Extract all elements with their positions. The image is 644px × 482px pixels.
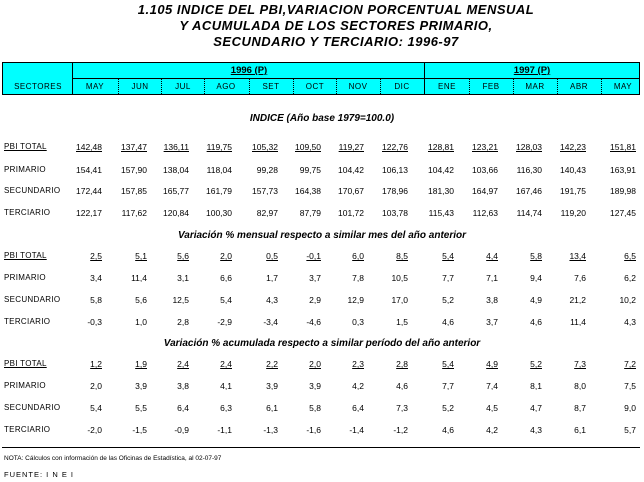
table-cell: 2,4 <box>177 359 189 369</box>
table-cell: 161,79 <box>206 186 232 196</box>
sectores-header-label: SECTORES <box>14 82 62 91</box>
table-cell: 13,4 <box>569 251 586 261</box>
table-cell: 10,5 <box>391 273 408 283</box>
table-cell: 116,30 <box>516 165 542 175</box>
table-cell: 3,9 <box>135 381 147 391</box>
table-header <box>2 62 640 95</box>
row-label: SECUNDARIO <box>4 295 61 304</box>
table-cell: 3,8 <box>486 295 498 305</box>
table-cell: 8,5 <box>396 251 408 261</box>
table-cell: 4,3 <box>624 317 636 327</box>
table-cell: 5,4 <box>442 359 454 369</box>
table-cell: 87,79 <box>299 208 321 218</box>
table-cell: 7,5 <box>624 381 636 391</box>
table-cell: 154,41 <box>76 165 102 175</box>
month-header-3: AGO <box>216 82 236 91</box>
table-cell: 4,6 <box>530 317 542 327</box>
table-cell: 5,8 <box>309 403 321 413</box>
table-cell: 6,0 <box>352 251 364 261</box>
table-cell: 4,7 <box>530 403 542 413</box>
table-cell: 142,23 <box>560 142 586 152</box>
table-cell: 140,43 <box>560 165 586 175</box>
table-cell: 157,90 <box>121 165 147 175</box>
table-cell: 0,3 <box>352 317 364 327</box>
table-cell: 7,3 <box>574 359 586 369</box>
year-1996-header <box>73 63 425 79</box>
table-cell: 165,77 <box>163 186 189 196</box>
table-cell: 7,2 <box>624 359 636 369</box>
table-cell: 1,5 <box>396 317 408 327</box>
table-cell: 4,1 <box>220 381 232 391</box>
month-header-11: ABR <box>570 82 588 91</box>
table-cell: 3,9 <box>309 381 321 391</box>
table-cell: 5,4 <box>90 403 102 413</box>
table-cell: 119,75 <box>206 142 232 152</box>
month-header-12: MAY <box>613 82 633 91</box>
table-cell: 5,2 <box>530 359 542 369</box>
table-cell: 4,9 <box>530 295 542 305</box>
month-divider <box>380 79 381 94</box>
table-cell: 2,0 <box>309 359 321 369</box>
table-cell: 7,7 <box>442 381 454 391</box>
table-cell: 137,47 <box>121 142 147 152</box>
table-cell: 167,46 <box>516 186 542 196</box>
title-line-3: SECUNDARIO Y TERCIARIO: 1996-97 <box>213 34 459 49</box>
table-cell: 12,9 <box>347 295 364 305</box>
table-cell: 3,8 <box>177 381 189 391</box>
month-header-6: NOV <box>348 82 368 91</box>
table-cell: 8,0 <box>574 381 586 391</box>
table-cell: 128,03 <box>516 142 542 152</box>
table-cell: 5,7 <box>624 425 636 435</box>
month-header-8: ENE <box>438 82 456 91</box>
table-cell: 5,6 <box>177 251 189 261</box>
table-cell: 178,96 <box>382 186 408 196</box>
table-cell: 181,30 <box>428 186 454 196</box>
table-cell: 157,85 <box>121 186 147 196</box>
year-1997-label: 1997 (P) <box>513 65 551 76</box>
table-cell: 151,81 <box>610 142 636 152</box>
table-cell: 6,1 <box>574 425 586 435</box>
table-cell: 115,43 <box>428 208 454 218</box>
table-cell: 7,7 <box>442 273 454 283</box>
table-cell: 7,3 <box>396 403 408 413</box>
table-cell: 106,13 <box>382 165 408 175</box>
table-cell: 122,76 <box>382 142 408 152</box>
table-cell: 170,67 <box>338 186 364 196</box>
table-cell: 2,8 <box>396 359 408 369</box>
table-cell: 10,2 <box>619 295 636 305</box>
table-cell: 2,4 <box>220 359 232 369</box>
table-cell: -0,3 <box>87 317 102 327</box>
table-cell: 164,97 <box>472 186 498 196</box>
table-cell: -1,3 <box>263 425 278 435</box>
bottom-rule <box>2 447 640 448</box>
table-cell: 2,9 <box>309 295 321 305</box>
table-cell: 21,2 <box>569 295 586 305</box>
month-header-0: MAY <box>85 82 105 91</box>
table-cell: 99,28 <box>256 165 278 175</box>
footer-source: FUENTE: I N E I <box>4 470 75 479</box>
table-cell: -4,6 <box>306 317 321 327</box>
table-cell: 138,04 <box>163 165 189 175</box>
table-cell: 4,2 <box>352 381 364 391</box>
table-cell: 11,4 <box>131 273 147 283</box>
table-cell: 11,4 <box>570 317 586 327</box>
table-cell: 6,6 <box>220 273 232 283</box>
table-cell: -1,1 <box>217 425 232 435</box>
table-cell: 4,3 <box>266 295 278 305</box>
table-cell: 3,7 <box>309 273 321 283</box>
table-cell: 1,2 <box>90 359 102 369</box>
table-cell: 12,5 <box>172 295 189 305</box>
table-cell: 4,6 <box>442 425 454 435</box>
table-cell: 1,7 <box>266 273 278 283</box>
table-cell: -2,0 <box>87 425 102 435</box>
table-cell: 157,73 <box>252 186 278 196</box>
month-header-1: JUN <box>131 82 149 91</box>
sectores-header-cell <box>3 63 73 94</box>
table-cell: -1,5 <box>132 425 147 435</box>
table-cell: 6,2 <box>624 273 636 283</box>
table-cell: 136,11 <box>163 142 189 152</box>
table-cell: 2,8 <box>177 317 189 327</box>
month-divider <box>249 79 250 94</box>
year-1997-header <box>425 63 639 79</box>
table-cell: 163,91 <box>610 165 636 175</box>
table-cell: 7,8 <box>352 273 364 283</box>
row-label: TERCIARIO <box>4 208 51 217</box>
month-divider <box>601 79 602 94</box>
table-cell: 4,4 <box>486 251 498 261</box>
table-cell: 189,98 <box>610 186 636 196</box>
table-cell: 6,5 <box>624 251 636 261</box>
table-cell: 4,6 <box>442 317 454 327</box>
table-cell: 101,72 <box>338 208 364 218</box>
table-cell: 9,4 <box>530 273 542 283</box>
table-cell: 2,0 <box>220 251 232 261</box>
footer-note: NOTA: Cálculos con información de las Oficinas de Estadística, al 02-07-97 <box>4 455 222 462</box>
row-label: TERCIARIO <box>4 425 51 434</box>
table-cell: 127,45 <box>610 208 636 218</box>
table-cell: 3,9 <box>266 381 278 391</box>
year-1996-label: 1996 (P) <box>230 65 268 76</box>
table-cell: 103,66 <box>472 165 498 175</box>
row-label: PBI TOTAL <box>4 251 47 260</box>
table-cell: -1,6 <box>306 425 321 435</box>
table-cell: 5,6 <box>135 295 147 305</box>
row-label: SECUNDARIO <box>4 186 61 195</box>
table-cell: -2,9 <box>217 317 232 327</box>
report-title <box>0 0 644 52</box>
table-cell: 103,78 <box>382 208 408 218</box>
month-divider <box>293 79 294 94</box>
month-divider <box>161 79 162 94</box>
table-cell: 105,32 <box>252 142 278 152</box>
row-label: TERCIARIO <box>4 317 51 326</box>
month-divider <box>204 79 205 94</box>
table-cell: 142,48 <box>76 142 102 152</box>
table-cell: 100,30 <box>206 208 232 218</box>
table-cell: 191,75 <box>560 186 586 196</box>
table-cell: 4,6 <box>396 381 408 391</box>
table-cell: 1,9 <box>135 359 147 369</box>
table-cell: 123,21 <box>472 142 498 152</box>
table-cell: 7,4 <box>486 381 498 391</box>
table-cell: 119,27 <box>338 142 364 152</box>
month-divider <box>336 79 337 94</box>
table-cell: 8,7 <box>574 403 586 413</box>
table-cell: 164,38 <box>295 186 321 196</box>
table-cell: 5,8 <box>530 251 542 261</box>
row-label: SECUNDARIO <box>4 403 61 412</box>
table-cell: 4,5 <box>486 403 498 413</box>
table-cell: 4,2 <box>486 425 498 435</box>
month-header-7: DIC <box>394 82 410 91</box>
table-cell: 128,81 <box>428 142 454 152</box>
table-cell: 2,0 <box>90 381 102 391</box>
table-cell: 5,8 <box>90 295 102 305</box>
title-line-2: Y ACUMULADA DE LOS SECTORES PRIMARIO, <box>179 18 493 33</box>
table-cell: 3,1 <box>177 273 189 283</box>
table-cell: 172,44 <box>76 186 102 196</box>
table-cell: 114,74 <box>516 208 542 218</box>
month-header-5: OCT <box>305 82 325 91</box>
month-divider <box>513 79 514 94</box>
table-cell: 82,97 <box>256 208 278 218</box>
row-label: PRIMARIO <box>4 165 46 174</box>
table-cell: 7,6 <box>574 273 586 283</box>
table-cell: -1,2 <box>393 425 408 435</box>
table-cell: 0,5 <box>266 251 278 261</box>
table-cell: 1,0 <box>135 317 147 327</box>
table-cell: 117,62 <box>121 208 147 218</box>
table-cell: 5,4 <box>220 295 232 305</box>
table-cell: 5,2 <box>442 295 454 305</box>
table-cell: 6,4 <box>352 403 364 413</box>
table-cell: 104,42 <box>338 165 364 175</box>
table-cell: 9,0 <box>624 403 636 413</box>
table-cell: 118,04 <box>206 165 232 175</box>
table-cell: 4,3 <box>530 425 542 435</box>
table-cell: 5,5 <box>135 403 147 413</box>
month-header-2: JUL <box>175 82 191 91</box>
table-cell: -1,4 <box>349 425 364 435</box>
row-label: PBI TOTAL <box>4 142 47 151</box>
table-cell: -0,1 <box>306 251 321 261</box>
row-label: PRIMARIO <box>4 273 46 282</box>
table-cell: 2,3 <box>352 359 364 369</box>
title-line-1: 1.105 INDICE DEL PBI,VARIACION PORCENTUAL MENSUAL <box>137 2 535 17</box>
table-cell: 5,4 <box>442 251 454 261</box>
table-cell: -0,9 <box>174 425 189 435</box>
month-header-4: SET <box>262 82 280 91</box>
month-divider <box>557 79 558 94</box>
table-cell: 120,84 <box>163 208 189 218</box>
table-cell: 5,1 <box>135 251 147 261</box>
table-cell: 3,4 <box>90 273 102 283</box>
month-header-9: FEB <box>482 82 500 91</box>
table-cell: 112,63 <box>472 208 498 218</box>
table-cell: 122,17 <box>76 208 102 218</box>
table-cell: -3,4 <box>263 317 278 327</box>
table-cell: 2,5 <box>90 251 102 261</box>
row-label: PRIMARIO <box>4 381 46 390</box>
table-cell: 6,4 <box>177 403 189 413</box>
table-cell: 7,1 <box>486 273 498 283</box>
table-cell: 4,9 <box>486 359 498 369</box>
table-cell: 119,20 <box>560 208 586 218</box>
table-cell: 6,1 <box>266 403 278 413</box>
table-cell: 5,2 <box>442 403 454 413</box>
section-title-1: Variación % mensual respecto a similar mes del año anterior <box>177 230 467 241</box>
month-divider <box>118 79 119 94</box>
section-title-0: INDICE (Año base 1979=100.0) <box>249 113 395 124</box>
month-divider <box>469 79 470 94</box>
table-cell: 2,2 <box>266 359 278 369</box>
section-title-2: Variación % acumulada respecto a similar período del año anterior <box>163 338 481 349</box>
table-cell: 109,50 <box>295 142 321 152</box>
month-header-10: MAR <box>525 82 545 91</box>
row-label: PBI TOTAL <box>4 359 47 368</box>
table-cell: 3,7 <box>486 317 498 327</box>
table-cell: 8,1 <box>530 381 542 391</box>
table-cell: 104,42 <box>428 165 454 175</box>
table-cell: 6,3 <box>220 403 232 413</box>
table-cell: 99,75 <box>299 165 321 175</box>
table-cell: 17,0 <box>391 295 408 305</box>
